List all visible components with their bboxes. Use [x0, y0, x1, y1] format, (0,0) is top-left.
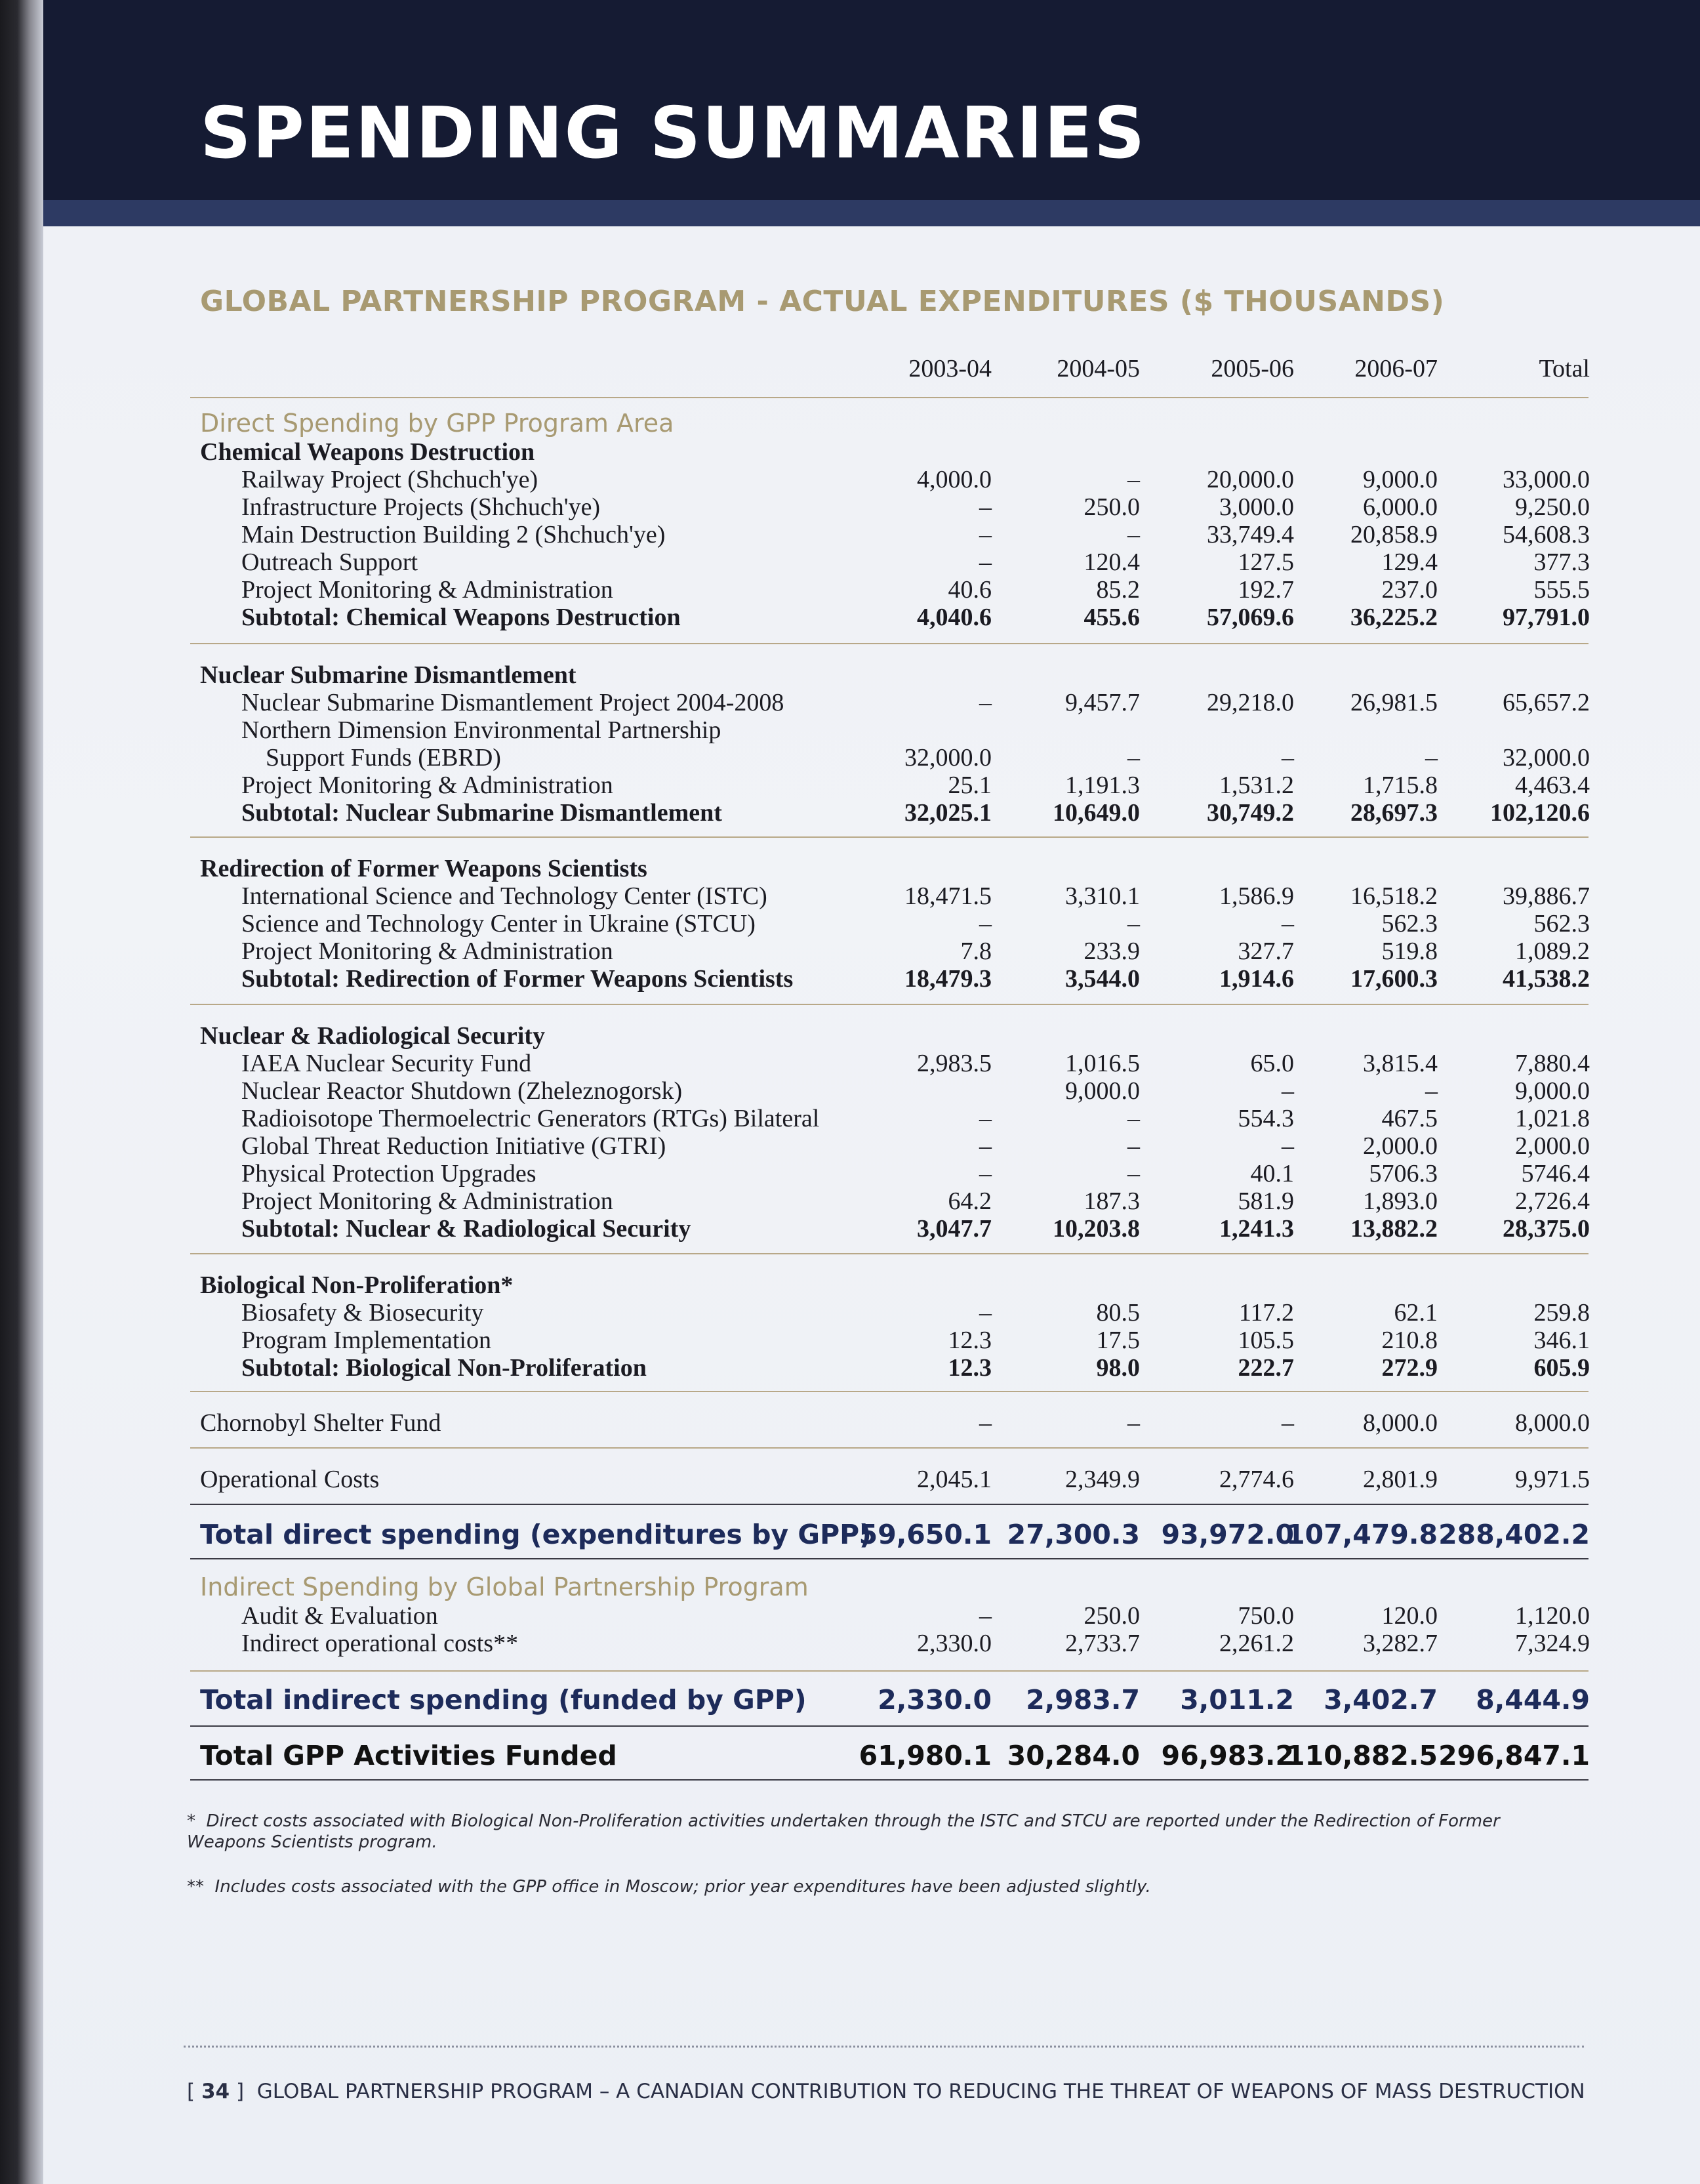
cell-total: 1,021.8 [1515, 1105, 1590, 1132]
cell-total: 1,120.0 [1515, 1602, 1590, 1630]
cell-2004-05: – [1127, 910, 1140, 937]
row-label: Total GPP Activities Funded [200, 1740, 617, 1771]
cell-2005-06: 65.0 [1250, 1050, 1294, 1077]
cell-2006-07: 562.3 [1381, 910, 1438, 937]
row-label: Subtotal: Biological Non-Proliferation [241, 1354, 647, 1382]
cell-2003-04: 4,040.6 [917, 604, 992, 631]
cell-2003-04: 59,650.1 [859, 1519, 992, 1550]
cell-2003-04: 2,045.1 [917, 1466, 992, 1493]
cell-total: 346.1 [1533, 1327, 1590, 1354]
table-row [0, 604, 1700, 631]
cell-2004-05: 27,300.3 [1007, 1519, 1140, 1550]
row-label: Project Monitoring & Administration [241, 937, 613, 965]
cell-2006-07: 519.8 [1381, 937, 1438, 965]
row-label: Total direct spending (expenditures by GPP) [200, 1519, 872, 1550]
cell-2004-05: – [1127, 1105, 1140, 1132]
cell-total: 4,463.4 [1515, 772, 1590, 799]
cell-2005-06: 40.1 [1250, 1160, 1294, 1187]
cell-2003-04: 64.2 [948, 1187, 992, 1215]
cell-2003-04: – [979, 1160, 992, 1187]
table-row [0, 1521, 1700, 1548]
cell-2006-07: 13,882.2 [1350, 1215, 1438, 1243]
cell-total: 1,089.2 [1515, 937, 1590, 965]
cell-2003-04: 7.8 [960, 937, 992, 965]
cell-2003-04: – [979, 1105, 992, 1132]
cell-2005-06: 3,000.0 [1219, 493, 1294, 521]
cell-2006-07: 26,981.5 [1350, 689, 1438, 716]
cell-2006-07: 16,518.2 [1350, 882, 1438, 910]
table-row [0, 937, 1700, 965]
cell-2003-04: – [979, 493, 992, 521]
cell-2004-05: – [1127, 466, 1140, 493]
table-row [0, 744, 1700, 772]
cell-2004-05: 455.6 [1083, 604, 1140, 631]
cell-2005-06: 192.7 [1238, 576, 1294, 604]
page-number: 34 [201, 2080, 230, 2103]
row-label: Operational Costs [200, 1466, 380, 1493]
table-row [0, 1299, 1700, 1327]
table-row [0, 882, 1700, 910]
row-label: Nuclear Submarine Dismantlement [200, 661, 577, 689]
cell-2004-05: 233.9 [1083, 937, 1140, 965]
cell-2004-05: 2,983.7 [1026, 1684, 1140, 1716]
cell-2005-06: – [1282, 744, 1294, 772]
table-row [0, 1686, 1700, 1714]
cell-total: 555.5 [1533, 576, 1590, 604]
row-label: Outreach Support [241, 548, 418, 576]
cell-2005-06: 33,749.4 [1207, 521, 1294, 548]
cell-2005-06: 57,069.6 [1207, 604, 1294, 631]
cell-2005-06: – [1282, 910, 1294, 937]
cell-2006-07: 5706.3 [1369, 1160, 1438, 1187]
table-title: GLOBAL PARTNERSHIP PROGRAM - ACTUAL EXPENDITURES ($ THOUSANDS) [200, 285, 1445, 318]
section-heading-label: Indirect Spending by Global Partnership Program [200, 1573, 809, 1601]
row-label: Subtotal: Nuclear & Radiological Security [241, 1215, 691, 1243]
cell-total: 296,847.1 [1438, 1740, 1590, 1771]
table-row [0, 548, 1700, 576]
cell-2003-04: 12.3 [948, 1327, 992, 1354]
row-divider [190, 1253, 1589, 1254]
row-label: Nuclear & Radiological Security [200, 1022, 545, 1050]
row-divider [190, 1447, 1589, 1449]
table-row [0, 965, 1700, 993]
cell-2005-06: – [1282, 1132, 1294, 1160]
cell-2006-07: 28,697.3 [1350, 799, 1438, 827]
cell-2004-05: 10,203.8 [1053, 1215, 1140, 1243]
row-label: Project Monitoring & Administration [241, 1187, 613, 1215]
table-row [0, 1271, 1700, 1299]
cell-2005-06: – [1282, 1409, 1294, 1437]
table-row [0, 799, 1700, 827]
cell-2005-06: 105.5 [1238, 1327, 1294, 1354]
cell-2004-05: 120.4 [1083, 548, 1140, 576]
cell-total: 377.3 [1533, 548, 1590, 576]
table-row [0, 855, 1700, 882]
page-number-bracket: [ [187, 2080, 201, 2103]
cell-2003-04: 32,000.0 [904, 744, 992, 772]
cell-2004-05: 17.5 [1096, 1327, 1140, 1354]
cell-2005-06: 2,261.2 [1219, 1630, 1294, 1657]
cell-2005-06: 222.7 [1238, 1354, 1294, 1382]
cell-2006-07: 2,801.9 [1363, 1466, 1438, 1493]
row-label: Redirection of Former Weapons Scientists [200, 855, 647, 882]
cell-2006-07: 6,000.0 [1363, 493, 1438, 521]
cell-2004-05: 80.5 [1096, 1299, 1140, 1327]
cell-total: 28,375.0 [1503, 1215, 1590, 1243]
cell-2006-07: 3,815.4 [1363, 1050, 1438, 1077]
cell-total: 288,402.2 [1438, 1519, 1590, 1550]
cell-2003-04: 18,479.3 [904, 965, 992, 993]
cell-2003-04: 4,000.0 [917, 466, 992, 493]
cell-2004-05: 2,349.9 [1065, 1466, 1140, 1493]
cell-2006-07: 120.0 [1381, 1602, 1438, 1630]
footnote-text: Includes costs associated with the GPP office in Moscow; prior year expenditures have been adjusted slightly. [214, 1877, 1151, 1897]
table-row [0, 910, 1700, 937]
table-row [0, 1105, 1700, 1132]
cell-2005-06: 1,241.3 [1219, 1215, 1294, 1243]
footer-text: GLOBAL PARTNERSHIP PROGRAM – A CANADIAN CONTRIBUTION TO REDUCING THE THREAT OF WEAPONS OF MASS DESTRUCTION [256, 2080, 1585, 2103]
cell-2003-04: 18,471.5 [904, 882, 992, 910]
cell-2003-04: 2,330.0 [878, 1684, 992, 1716]
cell-2006-07: 1,893.0 [1363, 1187, 1438, 1215]
cell-total: 102,120.6 [1490, 799, 1590, 827]
cell-2003-04: – [979, 689, 992, 716]
table-row [0, 1742, 1700, 1769]
cell-2004-05: 1,191.3 [1065, 772, 1140, 799]
cell-2003-04: – [979, 1602, 992, 1630]
cell-2003-04: – [979, 910, 992, 937]
cell-2005-06: 1,914.6 [1219, 965, 1294, 993]
footnote-1 [187, 1811, 1564, 1853]
cell-total: 8,000.0 [1515, 1409, 1590, 1437]
row-divider [190, 1504, 1589, 1505]
row-label: Science and Technology Center in Ukraine (STCU) [241, 910, 756, 937]
cell-2003-04: 25.1 [948, 772, 992, 799]
cell-2005-06: 2,774.6 [1219, 1466, 1294, 1493]
table-row [0, 466, 1700, 493]
table-row [0, 521, 1700, 548]
row-label: Indirect operational costs** [241, 1630, 519, 1657]
cell-total: 2,000.0 [1515, 1132, 1590, 1160]
cell-2004-05: 9,457.7 [1065, 689, 1140, 716]
cell-total: 39,886.7 [1503, 882, 1590, 910]
cell-total: 9,250.0 [1515, 493, 1590, 521]
cell-2005-06: 93,972.0 [1161, 1519, 1294, 1550]
cell-2006-07: – [1425, 1077, 1438, 1105]
row-label: Railway Project (Shchuch'ye) [241, 466, 538, 493]
table-row [0, 716, 1700, 744]
cell-2004-05: 2,733.7 [1065, 1630, 1140, 1657]
row-label: Infrastructure Projects (Shchuch'ye) [241, 493, 601, 521]
cell-2005-06: 20,000.0 [1207, 466, 1294, 493]
cell-total: 7,324.9 [1515, 1630, 1590, 1657]
cell-2003-04: – [979, 1132, 992, 1160]
cell-2003-04: 3,047.7 [917, 1215, 992, 1243]
row-label: Chornobyl Shelter Fund [200, 1409, 441, 1437]
cell-total: 32,000.0 [1503, 744, 1590, 772]
cell-2006-07: 210.8 [1381, 1327, 1438, 1354]
cell-total: 605.9 [1533, 1354, 1590, 1382]
page-footer [187, 2080, 1585, 2103]
column-header: Total [1539, 355, 1590, 382]
cell-2004-05: 1,016.5 [1065, 1050, 1140, 1077]
cell-2006-07: – [1425, 744, 1438, 772]
cell-2004-05: – [1127, 521, 1140, 548]
cell-2004-05: 3,544.0 [1065, 965, 1140, 993]
footnote-marker: ** [187, 1877, 215, 1897]
table-row [0, 1187, 1700, 1215]
cell-2005-06: 127.5 [1238, 548, 1294, 576]
cell-2005-06: – [1282, 1077, 1294, 1105]
table-row [0, 689, 1700, 716]
cell-2006-07: 62.1 [1394, 1299, 1438, 1327]
table-row [0, 772, 1700, 799]
cell-total: 562.3 [1533, 910, 1590, 937]
table-row [0, 493, 1700, 521]
row-label: Nuclear Submarine Dismantlement Project 2004-2008 [241, 689, 784, 716]
cell-2005-06: 750.0 [1238, 1602, 1294, 1630]
cell-2005-06: 29,218.0 [1207, 689, 1294, 716]
row-label: Biosafety & Biosecurity [241, 1299, 484, 1327]
row-label: Radioisotope Thermoelectric Generators (RTGs) Bilateral [241, 1105, 820, 1132]
table-row [0, 1160, 1700, 1187]
row-label: Total indirect spending (funded by GPP) [200, 1684, 807, 1716]
cell-2003-04: – [979, 1409, 992, 1437]
cell-total: 54,608.3 [1503, 521, 1590, 548]
footnote-marker: * [187, 1811, 207, 1831]
cell-total: 41,538.2 [1503, 965, 1590, 993]
cell-2005-06: 117.2 [1238, 1299, 1294, 1327]
cell-total: 9,971.5 [1515, 1466, 1590, 1493]
cell-2003-04: – [979, 1299, 992, 1327]
header-rule [190, 397, 1589, 398]
row-label: Project Monitoring & Administration [241, 576, 613, 604]
row-label: Project Monitoring & Administration [241, 772, 613, 799]
cell-2006-07: 20,858.9 [1350, 521, 1438, 548]
cell-2004-05: 30,284.0 [1007, 1740, 1140, 1771]
table-row [0, 1466, 1700, 1493]
cell-2004-05: 187.3 [1083, 1187, 1140, 1215]
cell-2006-07: 1,715.8 [1363, 772, 1438, 799]
column-header: 2006-07 [1354, 355, 1438, 382]
column-header: 2004-05 [1057, 355, 1140, 382]
row-divider [190, 1391, 1589, 1392]
cell-2006-07: 110,882.5 [1286, 1740, 1438, 1771]
footnote-2 [187, 1876, 1564, 1897]
cell-2004-05: 3,310.1 [1065, 882, 1140, 910]
row-divider [190, 836, 1589, 838]
cell-total: 33,000.0 [1503, 466, 1590, 493]
column-header: 2005-06 [1211, 355, 1294, 382]
table-row [0, 576, 1700, 604]
cell-2006-07: 3,402.7 [1324, 1684, 1438, 1716]
cell-2004-05: – [1127, 1132, 1140, 1160]
page-number-bracket: ] [230, 2080, 245, 2103]
table-row [0, 1077, 1700, 1105]
cell-2005-06: 581.9 [1238, 1187, 1294, 1215]
table-row [0, 438, 1700, 466]
table-row [0, 1409, 1700, 1437]
row-label: Subtotal: Redirection of Former Weapons Scientists [241, 965, 794, 993]
cell-2005-06: 1,531.2 [1219, 772, 1294, 799]
cell-2006-07: 36,225.2 [1350, 604, 1438, 631]
row-divider [190, 1004, 1589, 1005]
row-divider [190, 643, 1589, 644]
footer-divider [184, 2046, 1584, 2048]
cell-2006-07: 3,282.7 [1363, 1630, 1438, 1657]
row-label: Biological Non-Proliferation* [200, 1271, 514, 1299]
row-label: Subtotal: Nuclear Submarine Dismantlement [241, 799, 722, 827]
footnote-text: Direct costs associated with Biological Non-Proliferation activities undertaken through the ISTC and STCU are reported under the Redirection of Former Weapons Scientists program. [187, 1811, 1500, 1852]
table-row [0, 1022, 1700, 1050]
table-row [0, 1327, 1700, 1354]
row-label: Audit & Evaluation [241, 1602, 438, 1630]
row-label: Nuclear Reactor Shutdown (Zheleznogorsk) [241, 1077, 683, 1105]
table-row [0, 1215, 1700, 1243]
row-label: Main Destruction Building 2 (Shchuch'ye) [241, 521, 666, 548]
cell-2003-04: 40.6 [948, 576, 992, 604]
row-divider [190, 1725, 1589, 1727]
cell-2003-04: 2,330.0 [917, 1630, 992, 1657]
row-label: Northern Dimension Environmental Partnership [241, 716, 721, 744]
row-label: Chemical Weapons Destruction [200, 438, 535, 466]
cell-2005-06: 1,586.9 [1219, 882, 1294, 910]
cell-total: 9,000.0 [1515, 1077, 1590, 1105]
cell-2006-07: 467.5 [1381, 1105, 1438, 1132]
cell-2005-06: 96,983.2 [1161, 1740, 1294, 1771]
cell-2004-05: 9,000.0 [1065, 1077, 1140, 1105]
row-label: Support Funds (EBRD) [266, 744, 501, 772]
table-row [0, 1132, 1700, 1160]
row-label: Program Implementation [241, 1327, 491, 1354]
row-label: Global Threat Reduction Initiative (GTRI) [241, 1132, 666, 1160]
table-row [0, 1630, 1700, 1657]
cell-2006-07: 272.9 [1381, 1354, 1438, 1382]
cell-total: 5746.4 [1521, 1160, 1590, 1187]
cell-2006-07: 237.0 [1381, 576, 1438, 604]
cell-2006-07: 129.4 [1381, 548, 1438, 576]
cell-total: 7,880.4 [1515, 1050, 1590, 1077]
cell-2003-04: – [979, 521, 992, 548]
row-divider [190, 1558, 1589, 1559]
column-header: 2003-04 [908, 355, 992, 382]
cell-2005-06: 3,011.2 [1180, 1684, 1294, 1716]
cell-2004-05: – [1127, 744, 1140, 772]
cell-2003-04: 61,980.1 [859, 1740, 992, 1771]
cell-2004-05: 98.0 [1096, 1354, 1140, 1382]
cell-2005-06: 554.3 [1238, 1105, 1294, 1132]
page-title: SPENDING SUMMARIES [200, 93, 1146, 175]
row-label: Subtotal: Chemical Weapons Destruction [241, 604, 681, 631]
cell-2003-04: 2,983.5 [917, 1050, 992, 1077]
row-divider [190, 1670, 1589, 1672]
cell-total: 259.8 [1533, 1299, 1590, 1327]
direct-spending-heading [0, 409, 1700, 437]
table-row [0, 1050, 1700, 1077]
table-row [0, 1602, 1700, 1630]
cell-2005-06: 30,749.2 [1207, 799, 1294, 827]
cell-2004-05: 85.2 [1096, 576, 1140, 604]
cell-total: 65,657.2 [1503, 689, 1590, 716]
cell-2003-04: – [979, 548, 992, 576]
cell-2003-04: 32,025.1 [904, 799, 992, 827]
cell-2006-07: 8,000.0 [1363, 1409, 1438, 1437]
cell-2004-05: 10,649.0 [1053, 799, 1140, 827]
table-row [0, 661, 1700, 689]
cell-2004-05: – [1127, 1160, 1140, 1187]
cell-total: 97,791.0 [1503, 604, 1590, 631]
cell-2005-06: 327.7 [1238, 937, 1294, 965]
cell-2006-07: 107,479.8 [1286, 1519, 1438, 1550]
cell-total: 8,444.9 [1476, 1684, 1590, 1716]
table-row [0, 1354, 1700, 1382]
cell-2004-05: 250.0 [1083, 493, 1140, 521]
cell-total: 2,726.4 [1515, 1187, 1590, 1215]
cell-2006-07: 9,000.0 [1363, 466, 1438, 493]
indirect-spending-heading [0, 1573, 1700, 1601]
cell-2003-04: 12.3 [948, 1354, 992, 1382]
section-heading-label: Direct Spending by GPP Program Area [200, 409, 674, 438]
cell-2006-07: 17,600.3 [1350, 965, 1438, 993]
cell-2006-07: 2,000.0 [1363, 1132, 1438, 1160]
row-divider [190, 1779, 1589, 1781]
row-label: Physical Protection Upgrades [241, 1160, 536, 1187]
row-label: International Science and Technology Center (ISTC) [241, 882, 767, 910]
cell-2004-05: 250.0 [1083, 1602, 1140, 1630]
cell-2004-05: – [1127, 1409, 1140, 1437]
row-label: IAEA Nuclear Security Fund [241, 1050, 532, 1077]
